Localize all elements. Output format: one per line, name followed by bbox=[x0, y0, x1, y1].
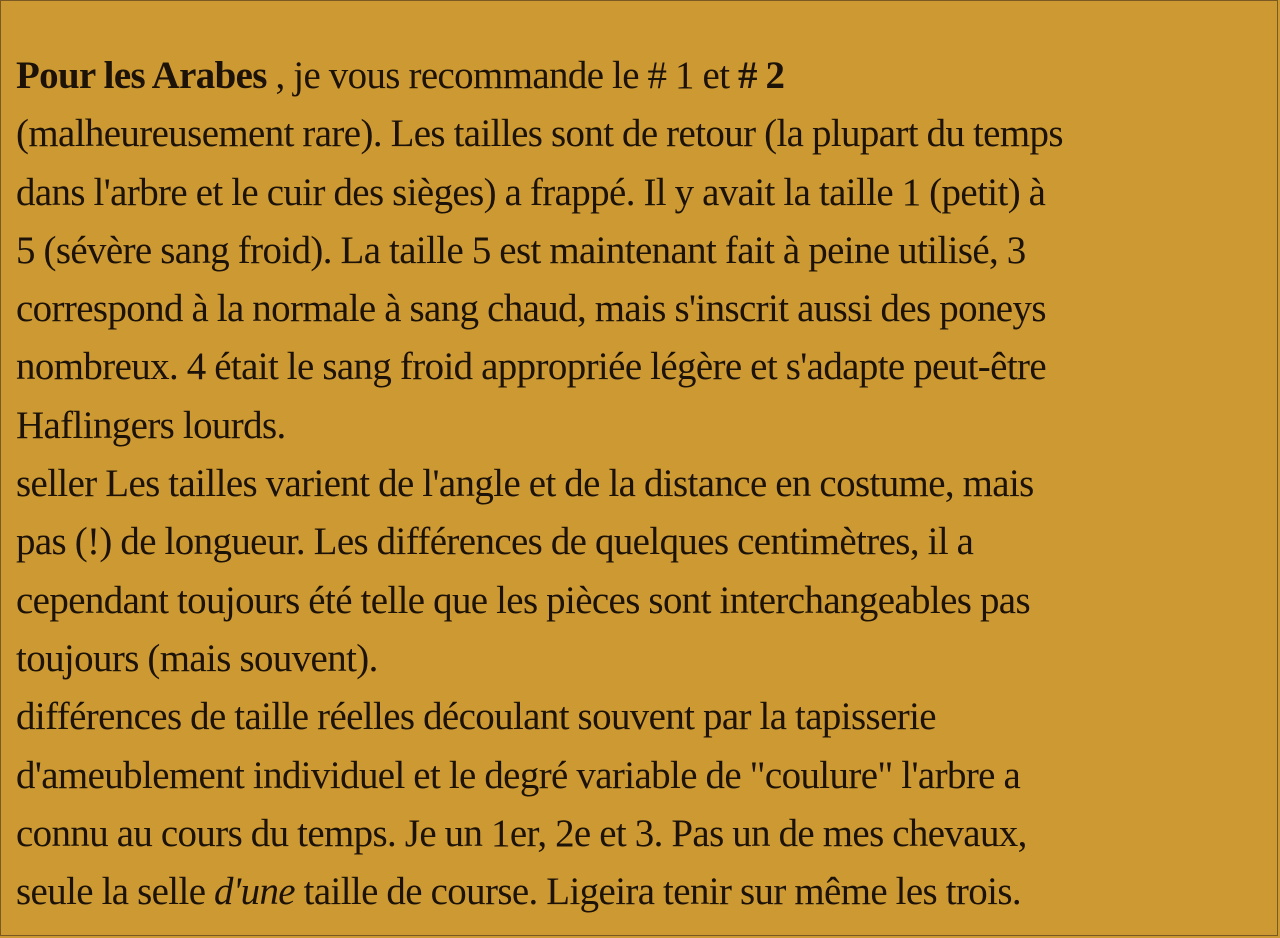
text-line-3: dans l'arbre et le cuir des sièges) a frappé. Il y avait la taille 1 (petit) à bbox=[16, 170, 1046, 214]
text-span: seule la selle bbox=[16, 870, 215, 914]
text-line-7: Haflingers lourds. bbox=[16, 403, 286, 447]
text-span: taille de course. Ligeira tenir sur même les trois. bbox=[294, 870, 1022, 914]
document-text bbox=[16, 47, 1266, 921]
text-bold-arabes: les Arabes bbox=[103, 54, 267, 97]
text-span-num-1: # 1 bbox=[647, 54, 694, 97]
text-line-9: pas (!) de longueur. Les différences de quelques centimètres, il a bbox=[16, 520, 974, 564]
text-line-15 bbox=[16, 863, 1263, 921]
text-line-4: 5 (sévère sang froid). La taille 5 est maintenant fait à peine utilisé, 3 bbox=[16, 228, 1026, 272]
text-line-2: (malheureusement rare). Les tailles sont de retour (la plupart du temps bbox=[16, 112, 1063, 156]
text-line-14: connu au cours du temps. Je un 1er, 2e et 3. Pas un de mes chevaux, bbox=[16, 811, 1027, 855]
text-span: et bbox=[693, 54, 739, 97]
text-line-11: toujours (mais souvent). bbox=[16, 636, 378, 680]
text-line-8: seller Les tailles varient de l'angle et de la distance en costume, mais bbox=[16, 462, 1034, 506]
text-italic-dune: d'une bbox=[214, 870, 295, 914]
text-line-10: cependant toujours été telle que les pièces sont interchangeables pas bbox=[16, 578, 1031, 622]
text-line-6: nombreux. 4 était le sang froid appropriée légère et s'adapte peut-être bbox=[16, 345, 1047, 389]
text-line-13: d'ameublement individuel et le degré variable de "coulure" l'arbre a bbox=[16, 753, 1021, 797]
text-span: , je vous recommande le bbox=[266, 54, 648, 97]
text-line-1 bbox=[16, 47, 1263, 105]
text-line-12: différences de taille réelles découlant souvent par la tapisserie bbox=[16, 695, 936, 739]
text-bold-num-2: # 2 bbox=[738, 54, 785, 97]
text-bold-pour: Pour bbox=[16, 54, 104, 97]
text-line-5: correspond à la normale à sang chaud, mais s'inscrit aussi des poneys bbox=[16, 287, 1046, 331]
